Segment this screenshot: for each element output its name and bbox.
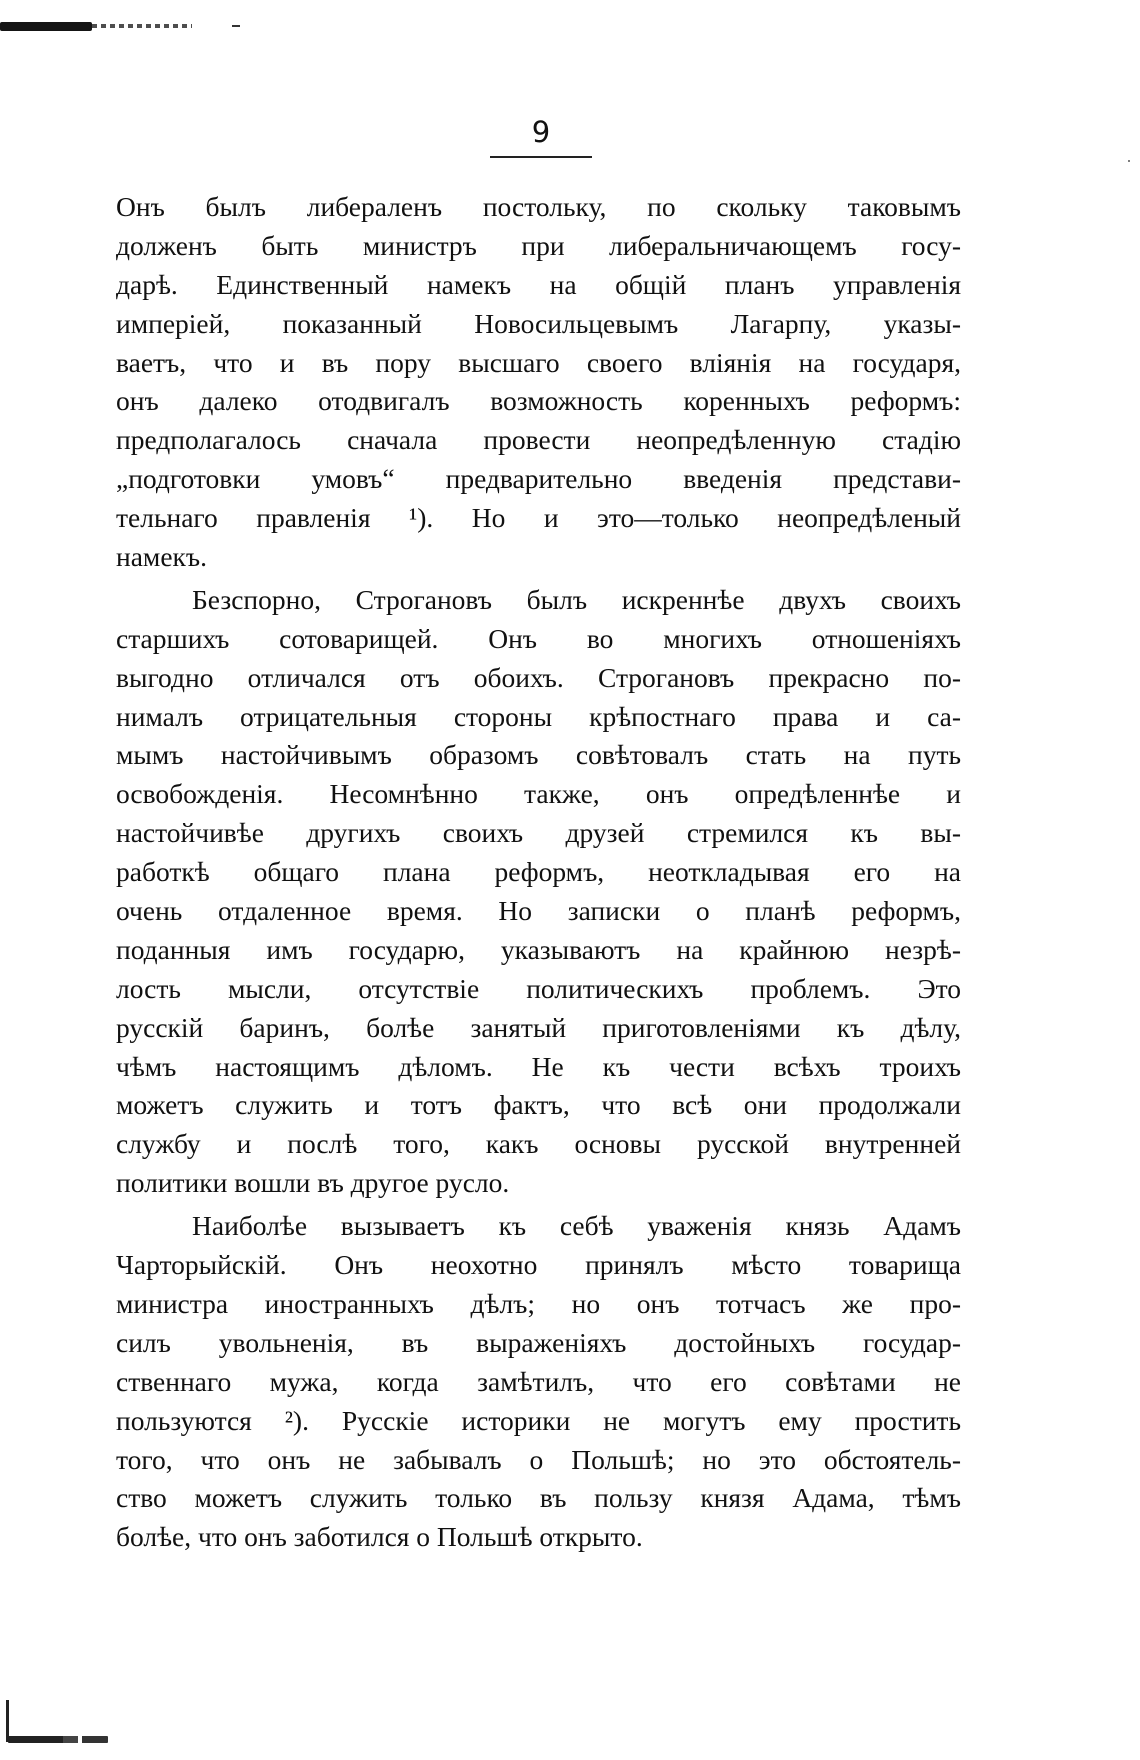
text-line: имперіей, показанный Новосильцевымъ Лагарпу, указы- [116, 307, 961, 339]
text-line: ваетъ, что и въ пору высшаго своего вліянія на государя, [116, 346, 961, 378]
text-line: лость мысли, отсутствіе политическихъ проблемъ. Это [116, 972, 961, 1004]
text-line: Чарторыйскій. Онъ неохотно принялъ мѣсто товарища [116, 1249, 961, 1281]
text-line: дарѣ. Единственный намекъ на общій планъ управленія [116, 268, 961, 300]
text-line: Безспорно, Строгановъ былъ искреннѣе двухъ своихъ [192, 583, 961, 615]
text-line: Наиболѣе вызываетъ къ себѣ уваженія князь Адамъ [192, 1210, 961, 1242]
text-line: службу и послѣ того, какъ основы русской внутренней [116, 1128, 961, 1160]
paragraph-2 [116, 581, 961, 1203]
page-number-rule [490, 156, 592, 158]
paragraph-1 [116, 188, 961, 577]
scan-speck [1128, 160, 1130, 162]
text-line: чѣмъ настоящимъ дѣломъ. Не къ чести всѣхъ троихъ [116, 1050, 961, 1082]
text-line: ственнаго мужа, когда замѣтилъ, что его совѣтами не [116, 1365, 961, 1397]
text-line: старшихъ сотоварищей. Онъ во многихъ отношеніяхъ [116, 622, 961, 654]
text-line: настойчивѣе другихъ своихъ друзей стремился къ вы- [116, 817, 961, 849]
text-line: Онъ былъ либераленъ постольку, по скольку таковымъ [116, 191, 961, 222]
text-line: намекъ. [116, 541, 207, 573]
text-line: того, что онъ не забывалъ о Польшѣ; но это обстоятель- [116, 1443, 961, 1475]
text-line: пользуются ²). Русскіе историки не могутъ ему простить [116, 1404, 961, 1436]
scan-artifact-bottom [8, 1736, 108, 1743]
text-line: освобожденія. Несомнѣнно также, онъ опредѣленнѣе и [116, 778, 961, 810]
text-line: работкѣ общаго плана реформъ, неоткладывая его на [116, 856, 961, 888]
text-line: ство можетъ служить только въ пользу князя Адама, тѣмъ [116, 1482, 961, 1514]
text-line: русскій баринъ, болѣе занятый приготовленіями къ дѣлу, [116, 1011, 961, 1043]
text-line: очень отдаленное время. Но записки о планѣ реформъ, [116, 895, 961, 927]
text-line: министра иностранныхъ дѣлъ; но онъ тотчасъ же про- [116, 1287, 961, 1319]
text-line: нималъ отрицательныя стороны крѣпостнаго права и са- [116, 700, 961, 732]
scan-artifact-top [0, 22, 92, 31]
text-line: болѣе, что онъ заботился о Польшѣ открыто. [116, 1521, 643, 1553]
paragraph-3 [116, 1207, 961, 1557]
scan-artifact-top-tail [92, 24, 192, 28]
text-line: можетъ служить и тотъ фактъ, что всѣ они продолжали [116, 1089, 961, 1121]
text-line: поданныя имъ государю, указываютъ на крайнюю незрѣ- [116, 933, 961, 965]
text-line: онъ далеко отодвигалъ возможность коренныхъ реформъ: [116, 385, 961, 417]
body-text [116, 188, 961, 1561]
text-line: выгодно отличался отъ обоихъ. Строгановъ прекрасно по- [116, 661, 961, 693]
text-line: предполагалось сначала провести неопредѣленную стадію [116, 424, 961, 456]
text-line: долженъ быть министръ при либеральничающемъ госу- [116, 229, 961, 261]
text-line: тельнаго правленія ¹). Но и это—только неопредѣленый [116, 502, 961, 534]
text-line: силъ увольненія, въ выраженіяхъ достойныхъ государ- [116, 1326, 961, 1358]
text-line: мымъ настойчивымъ образомъ совѣтовалъ стать на путь [116, 739, 961, 771]
scan-artifact-top-dot [232, 25, 240, 27]
page-number: 9 [531, 115, 551, 149]
text-line: политики вошли въ другое русло. [116, 1167, 510, 1199]
text-line: „подготовки умовъ“ предварительно введенія представи- [116, 463, 961, 495]
